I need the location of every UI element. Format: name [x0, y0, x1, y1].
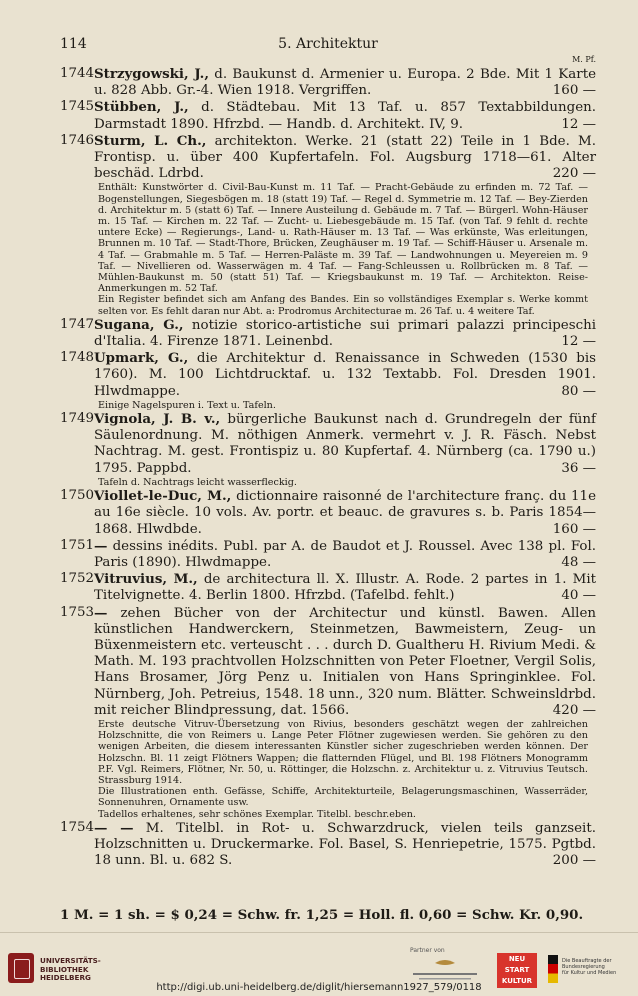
entry-author: Strzygowski, J., — [94, 66, 209, 82]
entry-price: 160 — — [552, 83, 596, 99]
entry-author: — — — [94, 819, 134, 836]
catalog-entry — [60, 317, 596, 350]
catalog-entry — [60, 605, 596, 820]
catalog-entry — [60, 488, 596, 538]
entry-author: Stübben, J., — [94, 99, 189, 116]
catalog-entry — [60, 820, 596, 870]
entry-description: M. Titelbl. in Rot- u. Schwarzdruck, vielen teils ganzseit. Holzschnitten u. Druckermarke. Fol. Basel, S. Henriepetrie, 1575. Pgtbd. 18 unn. Bl. u. 682 S. — [94, 820, 596, 869]
entry-price: 36 — — [561, 460, 596, 476]
catalog-entry — [60, 350, 596, 411]
library-seal-icon — [8, 953, 34, 983]
entry-text — [94, 99, 596, 132]
entry-author: — — [94, 537, 108, 554]
entry-text — [94, 411, 596, 477]
entry-number: 1748 — [60, 350, 95, 366]
entry-number: 1754 — [60, 819, 95, 835]
entry-description: d. Städtebau. Mit 13 Taf. u. 857 Textabbildungen. Darmstadt 1890. Hfrzbd. — Handb. d. Architekt. IV, 9. — [94, 100, 596, 132]
entry-text — [94, 66, 596, 99]
currency-label: M. Pf. — [572, 55, 596, 64]
source-url-link[interactable]: http://digi.ub.uni-heidelberg.de/diglit/hiersemann1927_579/0118 — [156, 982, 482, 993]
entry-description: zehen Bücher von der Architectur und künstl. Bawen. Allen künstlichen Handwerckern, Steinmetzen, Bawmeistern, Zeug- un Büxenmeistern etc. verteuscht . . . durch D. Gualtheru H. Rivium Medi. & Math. M. 193 prachtvollen Holzschnitten von Peter Floetner, Vergil Solis, Hans Brosamer, Jörg Penz u. Initialen von Hans Springinklee. Fol. Nürnberg, Joh. Petreius, 1548. 18 unn., 320 num. Blätter. Schweinsldrbd. mit reicher Blindpressung, dat. 1566. — [94, 605, 596, 718]
entry-number: 1753 — [60, 604, 95, 620]
entry-description: dessins inédits. Publ. par A. de Baudot et J. Roussel. Avec 138 pl. Fol. Paris (1890). Hlwdmappe. — [94, 538, 596, 570]
catalog-entry — [60, 133, 596, 317]
entry-text — [94, 538, 596, 571]
page-header — [60, 36, 596, 56]
entry-note: Ein Register befindet sich am Anfang des Bandes. Ein so vollständiges Exemplar s. Werke kommt selten vor. Es fehlt daran nur Abt. a: Prodromus Architecturae m. 26 Taf. u. 4 weitere Taf. — [98, 294, 588, 317]
entry-note: Tafeln d. Nachtrags leicht wasserfleckig. — [98, 476, 297, 488]
neustart-kultur-logo[interactable]: NEU START KULTUR — [497, 953, 537, 988]
entry-number: 1750 — [60, 488, 95, 504]
entry-author: Viollet-le-Duc, M., — [94, 488, 232, 505]
entry-description: bürgerliche Baukunst nach d. Grundregeln der fünf Säulenordnung. M. nöthigen Anmerk. vermehrt v. J. R. Fäsch. Nebst Nachtrag. M. gest. Frontispiz u. 80 Kupfertaf. 4. Nürnberg (ca. 1790 u.) 1795. Pappbd. — [94, 412, 596, 476]
entry-number: 1749 — [60, 411, 95, 427]
partner-label: Partner von — [410, 947, 445, 954]
entry-note: Tadellos erhaltenes, sehr schönes Exemplar. Titelbl. beschr.eben. — [98, 808, 416, 820]
catalog-entries — [60, 66, 596, 869]
entry-number: 1744 — [60, 66, 95, 81]
catalog-entry — [60, 411, 596, 488]
entry-note: Erste deutsche Vitruv-Übersetzung von Rivius, besonders geschätzt wegen der zahlreichen Holzschnitte, die von Reimers u. Lange Peter Flötner zugewiesen werden. Sie gehören zu den wenigen Arbeiten, die diesem interessanten Künstler sicher zugeschrieben werden können. Der Holzschn. Bl. 11 zeigt Flötners Wappen; die flatternden Flügel, und Bl. 198 Flötners Monogramm P.F. Vgl. Reimers, Flötner, Nr. 50, u. Röttinger, die Holzschn. z. Architektur u. z. Vitruvius Teutsch. Strassburg 1914. — [98, 718, 588, 786]
entry-price: 200 — — [552, 853, 596, 869]
entry-number: 1752 — [60, 571, 95, 587]
entry-author: Vignola, J. B. v., — [94, 411, 221, 428]
entry-note: Die Illustrationen enth. Gefässe, Schiffe, Architekturteile, Belagerungsmaschinen, Wasserräder, Sonnenuhren, Ornamente usw. — [98, 786, 588, 809]
entry-text — [94, 317, 596, 350]
exchange-rates: 1 M. = 1 sh. = $ 0,24 = Schw. fr. 1,25 = Holl. fl. 0,60 = Schw. Kr. 0,90. — [60, 907, 584, 923]
entry-author: Upmark, G., — [94, 350, 189, 367]
entry-author: — — [94, 604, 108, 621]
entry-price: 160 — — [552, 521, 596, 537]
entry-note: Einige Nagelspuren i. Text u. Tafeln. — [98, 399, 276, 411]
entry-price: 12 — — [561, 116, 596, 132]
german-flag-icon — [548, 955, 558, 983]
entry-description: notizie storico-artistiche sui primari palazzi principeschi d'Italia. 4. Firenze 1871. Leinenbd. — [94, 317, 597, 350]
entry-price: 80 — — [561, 383, 596, 399]
entry-text — [94, 488, 596, 538]
entry-description: de architectura ll. X. Illustr. A. Rode. 2 partes in 1. Mit Titelvignette. 4. Berlin 1800. Hfrzbd. (Tafelbd. fehlt.) — [94, 572, 596, 604]
entry-author: Sugana, G., — [94, 316, 184, 333]
entry-number: 1746 — [60, 132, 95, 148]
entry-price: 12 — — [561, 334, 596, 350]
entry-text — [94, 605, 596, 719]
catalog-entry — [60, 571, 596, 604]
bkm-label: Die Beauftragte der Bundesregierung für Kultur und Medien — [562, 958, 617, 976]
entry-price: 420 — — [552, 702, 596, 718]
entry-author: Sturm, L. Ch., — [94, 132, 207, 149]
entry-number: 1751 — [60, 537, 95, 553]
entry-text — [94, 133, 596, 183]
entry-text — [94, 571, 596, 604]
catalog-entry — [60, 99, 596, 132]
entry-text — [94, 820, 596, 870]
entry-number: 1747 — [60, 316, 95, 332]
library-name: UNIVERSITÄTS- BIBLIOTHEK HEIDELBERG — [40, 956, 101, 982]
catalog-entry — [60, 538, 596, 571]
entry-text — [94, 350, 596, 400]
partner-logo-icon — [405, 957, 485, 983]
entry-note: Enthält: Kunstwörter d. Civil-Bau-Kunst m. 11 Taf. — Pracht-Gebäude zu erfinden m. 72 Taf. — Bogenstellungen, Siegesbögen m. 18 (statt 19) Taf. — Regel d. Symmetrie m. 12 Taf. — Bey-Zierden d. Architektur m. 5 (statt 6) Taf. — Innere Austeilung d. Gebäude m. 7 Taf. — Bürgerl. Wohn-Häuser m. 15 Taf. — Kirchen m. 22 Taf. — Zucht- u. Liebesgebäude m. 15 Taf. (von Taf. 9 fehlt d. rechte untere Ecke) — Regierungs-, Land- u. Rath-Häuser m. 13 Taf. — Was erkünste, Was erleitungen, Brunnen m. 10 Taf. — Stadt-Thore, Brücken, Zeughäuser m. 19 Taf. — Schiff-Häuser u. Arsenale m. 4 Taf. — Grabmahle m. 5 Taf. — Herren-Paläste m. 39 Taf. — Landwohnungen u. Meyereien m. 9 Taf. — Nivellieren od. Wasserwägen m. 4 Taf. — Fang-Schleussen u. Rollbrücken m. 8 Taf. — Mühlen-Baukunst m. 50 (statt 51) Taf. — Kriegsbaukunst m. 19 Taf. — Architekton. Reise-Anmerkungen m. 52 Taf. — [98, 182, 588, 295]
entry-price: 220 — — [552, 166, 596, 182]
page-number: 114 — [60, 36, 87, 52]
catalog-entry — [60, 66, 596, 99]
entry-description: architekton. Werke. 21 (statt 22) Teile in 1 Bde. M. Frontisp. u. über 400 Kupfertafeln. Fol. Augsburg 1718—61. Alter beschäd. Ldrbd. — [94, 133, 596, 182]
footer-divider — [0, 932, 638, 933]
entry-author: Vitruvius, M., — [94, 571, 198, 588]
page-title: 5. Architektur — [278, 36, 378, 52]
entry-price: 48 — — [561, 554, 596, 570]
entry-description: d. Baukunst d. Armenier u. Europa. 2 Bde. Mit 1 Karte u. 828 Abb. Gr.-4. Wien 1918. Vergriffen. — [94, 67, 596, 99]
bkm-logo[interactable] — [548, 955, 636, 983]
entry-description: dictionnaire raisonné de l'architecture franç. du 11e au 16e siècle. 10 vols. Av. portr. et beauc. de gravures s. b. Paris 1854—1868. Hlwdbde. — [94, 489, 596, 537]
entry-number: 1745 — [60, 99, 95, 115]
entry-price: 40 — — [561, 588, 596, 604]
entry-description: die Architektur d. Renaissance in Schweden (1530 bis 1760). M. 100 Lichtdrucktaf. u. 132 Textabb. Fol. Dresden 1901. Hlwdmappe. — [94, 351, 596, 399]
